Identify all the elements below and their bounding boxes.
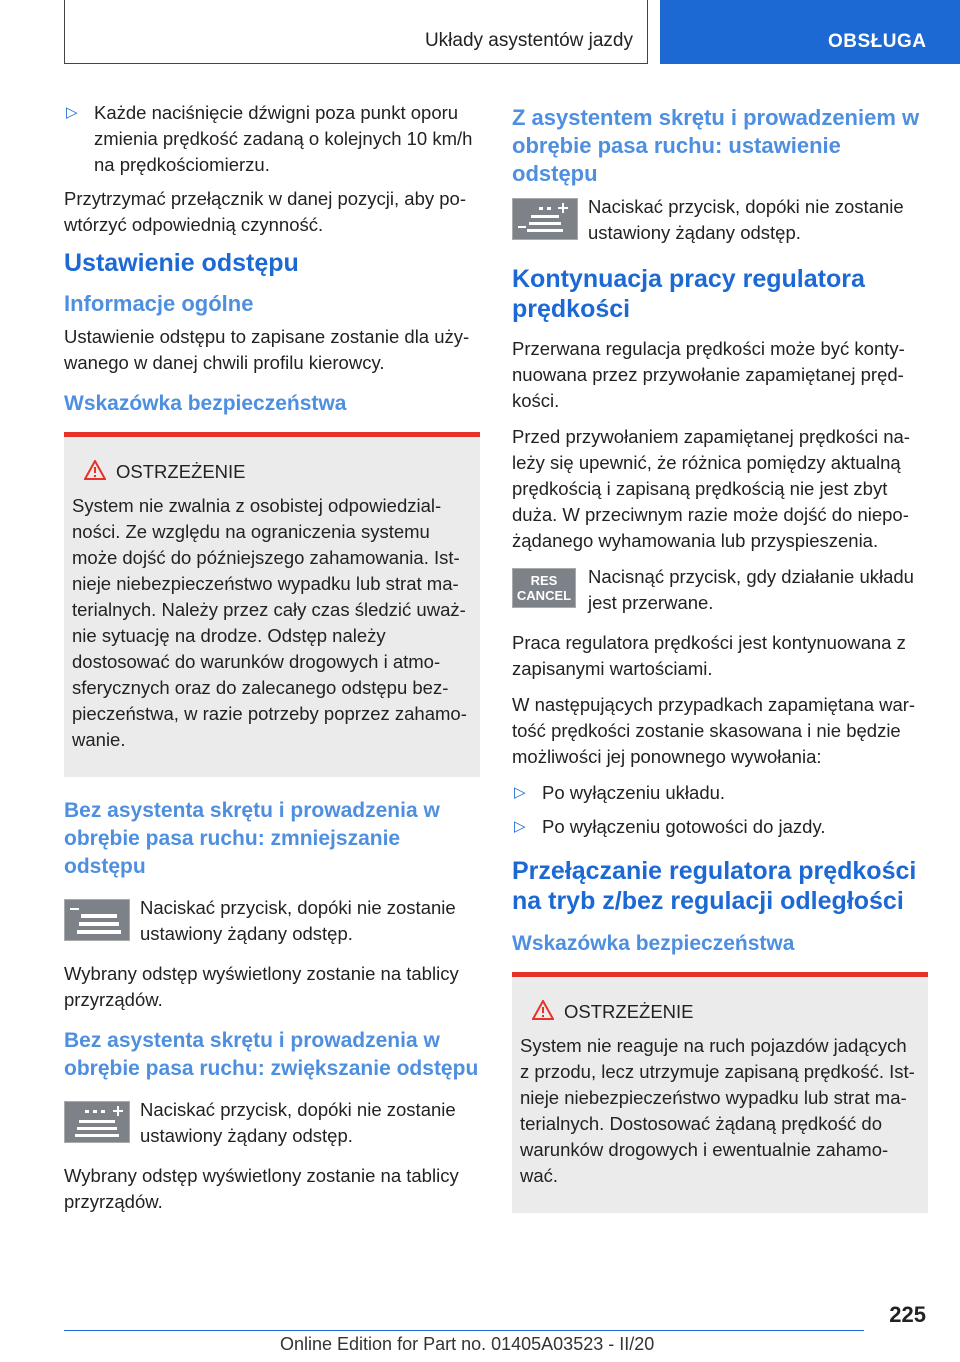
heading-increase: Bez asystenta skrętu i prowadzenia w obrębie pasa ruchu: zwiększanie odstępu: [64, 1028, 479, 1080]
warning-head: OSTRZEŻENIE: [520, 999, 920, 1027]
heading-with-assistant: Z asystentem skrętu i prowadzeniem w obrębie pasa ruchu: ustawienie odstępu: [512, 105, 920, 186]
heading-safety-2: Wskazówka bezpieczeństwa: [512, 932, 795, 955]
paragraph: Wybrany odstęp wyświetlony zostanie na tablicy przyrządów.: [64, 1164, 459, 1212]
res-cancel-button-icon: [512, 568, 576, 608]
heading-resume: Kontynuacja pracy regulatora prędkości: [512, 265, 865, 323]
paragraph: Przerwana regulacja prędkości może być konty- nuowana przez przywołanie zapamiętanej pręd- kości.: [512, 338, 905, 411]
button-row: [512, 194, 928, 250]
warning-triangle-icon: [84, 460, 106, 487]
distance-adjust-button-icon: [512, 198, 578, 240]
triangle-bullet-icon: ▷: [514, 818, 526, 835]
res-label: RES: [530, 573, 558, 588]
heading-general: Informacje ogólne: [64, 291, 254, 316]
button-row: [64, 895, 480, 951]
warning-box: [512, 972, 928, 1213]
right-column: [512, 100, 928, 1233]
warning-box: [64, 432, 480, 777]
footer-watermark: [0, 0, 1, 1]
warning-text: System nie zwalnia z osobistej odpowiedzial- ności. Ze względu na ograniczenia systemu może dojść do późniejszego zahamowania. Ist- nieje niebezpieczeństwo wypadku lub strat ma- terialnych. Należy przez cały czas śledzić uważ- nie sytuację na drodze. Odstęp należy dostosować do warunków drogowych i atmo- sferycznych oraz do zalecanego odstępu bez- pieczeństwa, w razie potrzeby poprzez zahamo- wanie.: [72, 494, 467, 750]
paragraph: Praca regulatora prędkości jest kontynuowana z zapisanymi wartościami.: [512, 632, 906, 679]
footer-divider: [64, 1330, 864, 1331]
cancel-label: CANCEL: [516, 588, 572, 603]
button-description: Naciskać przycisk, dopóki nie zostanie ustawiony żądany odstęp.: [140, 1098, 456, 1146]
list-item: ▷ Każde naciśnięcie dźwigni poza punkt oporu zmienia prędkość zadaną o kolejnych 10 km/h na prędkościomierzu.: [66, 102, 473, 175]
list-item: ▷ Po wyłączeniu układu.: [512, 780, 928, 806]
button-row: [64, 1097, 480, 1153]
page-number: 225: [889, 1302, 926, 1327]
header-box: [64, 0, 648, 64]
paragraph: W następujących przypadkach zapamiętana war- tość prędkości zostanie skasowana i nie będzie możliwości jej ponownego wywołania:: [512, 694, 916, 767]
button-description: Naciskać przycisk, dopóki nie zostanie ustawiony żądany odstęp.: [140, 896, 456, 944]
heading-switch: Przełączanie regulatora prędkości na tryb z/bez regulacji odległości: [512, 857, 917, 915]
paragraph: Ustawienie odstępu to zapisane zostanie dla uży- wanego w danej chwili profilu kierowcy.: [64, 326, 470, 373]
warning-head: OSTRZEŻENIE: [72, 459, 472, 487]
footer-edition: Online Edition for Part no. 01405A03523 - II/20: [280, 1334, 655, 1354]
paragraph: Przed przywołaniem zapamiętanej prędkości na- leży się upewnić, że różnica pomiędzy aktualną prędkością i zapisaną prędkością nie jest zbyt duża. W przeciwnym razie może dojść do niepo- żądanego wyhamowania lub przyspieszenia.: [512, 426, 910, 551]
paragraph: Przytrzymać przełącznik w danej pozycji, aby po- wtórzyć odpowiednią czynność.: [64, 188, 467, 235]
triangle-bullet-icon: ▷: [514, 784, 526, 801]
heading-distance: Ustawienie odstępu: [64, 249, 299, 277]
button-description: Nacisnąć przycisk, gdy działanie układu jest przerwane.: [588, 566, 914, 613]
distance-increase-button-icon: [64, 1101, 130, 1143]
button-row: [512, 564, 928, 620]
chapter-tab-label: OBSŁUGA: [828, 31, 927, 52]
section-title: Układy asystentów jazdy: [424, 30, 633, 51]
heading-decrease: Bez asystenta skrętu i prowadzenia w obrębie pasa ruchu: zmniejszanie odstępu: [64, 798, 440, 878]
paragraph: Wybrany odstęp wyświetlony zostanie na tablicy przyrządów.: [64, 962, 459, 1010]
triangle-bullet-icon: ▷: [66, 104, 78, 121]
heading-safety: Wskazówka bezpieczeństwa: [64, 392, 347, 415]
distance-decrease-button-icon: [64, 899, 130, 941]
warning-text: System nie reaguje na ruch pojazdów jadących z przodu, lecz utrzymuje zapisaną prędkość. Ist- nieje niebezpieczeństwo wypadku lub strat ma- terialnych. Dostosować żądaną prędkość do warunków drogowych i ewentualnie zahamo- wać.: [520, 1034, 915, 1186]
chapter-tab[interactable]: [660, 0, 960, 64]
left-column: [64, 100, 480, 1225]
button-description: Naciskać przycisk, dopóki nie zostanie ustawiony żądany odstęp.: [588, 196, 904, 243]
warning-triangle-icon: [532, 1000, 554, 1027]
list-item: ▷ Po wyłączeniu gotowości do jazdy.: [512, 814, 928, 840]
